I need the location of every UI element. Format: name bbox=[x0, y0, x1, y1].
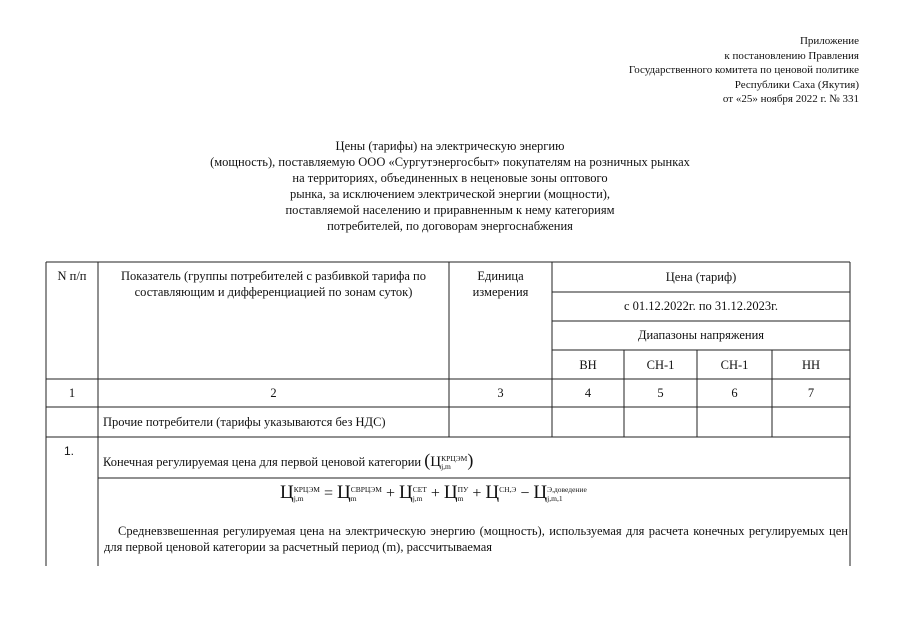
column-number: 2 bbox=[270, 386, 277, 400]
header-unit: Единица измерения bbox=[472, 269, 529, 299]
column-number: 5 bbox=[657, 386, 664, 400]
header-indicator: Показатель (группы потребителей с разбивкой тарифа по составляющим и дифференциацией по зонам суток) bbox=[121, 269, 426, 299]
column-number: 6 bbox=[731, 386, 738, 400]
column-number: 7 bbox=[807, 386, 815, 400]
column-number: 1 bbox=[68, 386, 76, 400]
title-line: на территориях, объединенных в неценовые зоны оптового bbox=[292, 171, 608, 185]
title-line: (мощность), поставляемую ООО «Сургутэнергосбыт» покупателям на розничных рынках bbox=[210, 155, 690, 169]
title-line: рынка, за исключением электрической энергии (мощности), bbox=[289, 187, 611, 201]
formula-sub: j,m bbox=[441, 462, 451, 472]
title-line: Цены (тарифы) на электрическую энергию bbox=[335, 139, 565, 153]
header-price: Цена (тариф) bbox=[665, 270, 737, 284]
appendix-line: Государственного комитета по ценовой политике bbox=[628, 64, 859, 76]
voltage-level: СН-1 bbox=[720, 358, 749, 372]
voltage-level: НН bbox=[801, 358, 821, 372]
section-label: Прочие потребители (тарифы указываются без НДС) bbox=[103, 415, 386, 429]
formula-symbol: Ц bbox=[430, 454, 442, 470]
appendix-line: Приложение bbox=[799, 35, 859, 47]
header-num: N п/п bbox=[57, 269, 87, 283]
formula-super: КРЦЭМ bbox=[441, 454, 468, 464]
appendix-line: от «25» ноября 2022 г. № 331 bbox=[722, 93, 859, 105]
title-line: потребителей, по договорам энергоснабжения bbox=[327, 219, 573, 233]
price-formula: Ц КРЦЭМ j,m = Ц СВРЦЭМ m + Ц СЕТ j,m + Ц ПУ m + Ц СН,Э − Ц Э,доведение j,m,1 bbox=[280, 482, 587, 504]
row-number: 1. bbox=[64, 444, 75, 458]
column-number: 3 bbox=[497, 386, 504, 400]
appendix-line: к постановлению Правления bbox=[724, 49, 859, 62]
header-voltage: Диапазоны напряжения bbox=[637, 328, 765, 342]
title-line: поставляемой населению и приравненным к нему категориям bbox=[285, 203, 615, 217]
row-text: Конечная регулируемая цена для первой ценовой категории bbox=[103, 455, 422, 469]
formula-description: Средневзвешенная регулируемая цена на электрическую энергию (мощность), используемая для расчета конечных регулируемых цен для первой ценовой категории за расчетный период (m), рассчитываемая bbox=[104, 524, 848, 554]
appendix-line: Республики Саха (Якутия) bbox=[734, 78, 859, 91]
voltage-level: ВН bbox=[579, 358, 597, 372]
voltage-level: СН-1 bbox=[646, 358, 675, 372]
header-period: с 01.12.2022г. по 31.12.2023г. bbox=[623, 299, 779, 313]
row-description: Конечная регулируемая цена для первой ценовой категории (Ц КРЦЭМ j,m ) bbox=[103, 450, 474, 472]
column-number: 4 bbox=[584, 386, 592, 400]
